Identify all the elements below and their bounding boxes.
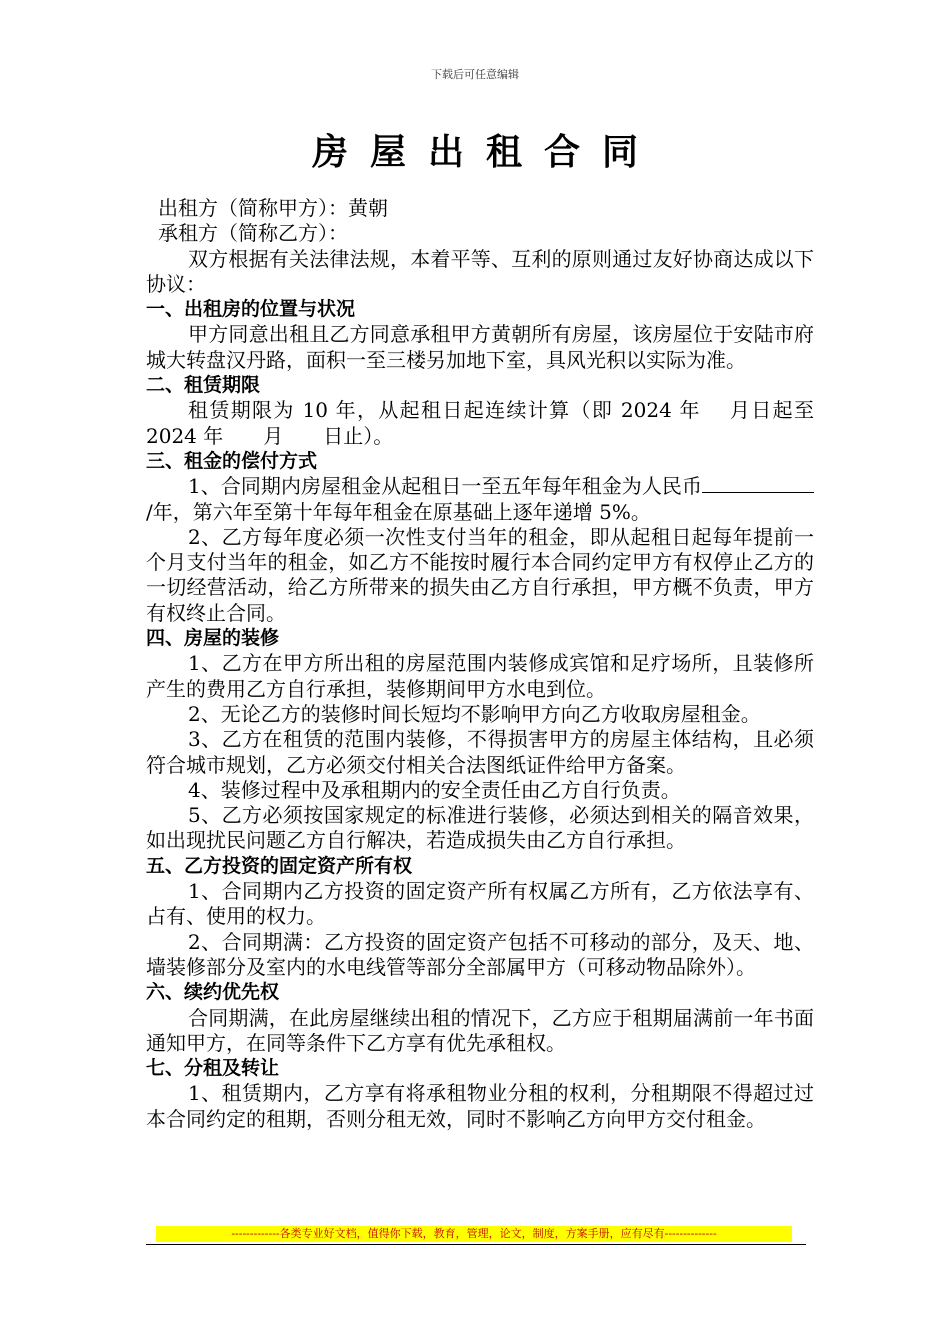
- document-body: [146, 196, 814, 1132]
- section-2-paragraph-1: 租赁期限为 10 年，从起租日起连续计算（即 2024 年 月日起至 2024 年 月 日止）。: [146, 398, 814, 448]
- section-5-paragraph-2: 2、合同期满：乙方投资的固定资产包括不可移动的部分，及天、地、墙装修部分及室内的水电线管等部分全部属甲方（可移动物品除外）。: [146, 929, 814, 979]
- section-heading-5: 五、乙方投资的固定资产所有权: [146, 854, 413, 877]
- section-3-paragraph-2: 2、乙方每年度必须一次性支付当年的租金，即从起租日起每年提前一个月支付当年的租金，如乙方不能按时履行本合同约定甲方有权停止乙方的一切经营活动，给乙方所带来的损失由乙方自行承担，甲方概不负责，甲方有权终止合同。: [146, 524, 814, 625]
- section-7-paragraph-1: 1、租赁期内，乙方享有将承租物业分租的权利，分租期限不得超过过本合同约定的租期，否则分租无效，同时不影响乙方向甲方交付租金。: [146, 1081, 814, 1131]
- section-heading-4: 四、房屋的装修: [146, 627, 280, 650]
- footer-divider: [146, 1244, 806, 1245]
- section-4-paragraph-2: 2、无论乙方的装修时间长短均不影响甲方向乙方收取房屋租金。: [188, 701, 761, 726]
- rent-amount-blank: [702, 474, 814, 493]
- section-1-paragraph-1: 甲方同意出租且乙方同意承租甲方黄朝所有房屋，该房屋位于安陆市府城大转盘汉丹路，面积一至三楼另加地下室，具风光积以实际为准。: [146, 322, 814, 372]
- section-heading-2: 二、租赁期限: [146, 374, 261, 397]
- section-4-paragraph-5: 5、乙方必须按国家规定的标准进行装修，必须达到相关的隔音效果，如出现扰民问题乙方自行解决，若造成损失由乙方自行承担。: [146, 803, 814, 853]
- footer-banner: -------------各类专业好文档，值得你下载，教育，管理，论文，制度，方案手册，应有尽有--------------: [156, 1226, 792, 1242]
- section-heading-3: 三、租金的偿付方式: [146, 449, 318, 472]
- document-title: 房屋出租合同: [311, 131, 660, 173]
- rent-clause-end: /年，第六年至第十年每年租金在原基础上逐年递增 5%。: [146, 499, 651, 524]
- section-6-paragraph-1: 合同期满，在此房屋继续出租的情况下，乙方应于租期届满前一年书面通知甲方，在同等条件下乙方享有优先承租权。: [146, 1005, 814, 1055]
- section-5-paragraph-1: 1、合同期内乙方投资的固定资产所有权属乙方所有，乙方依法享有、占有、使用的权力。: [146, 879, 814, 929]
- section-heading-6: 六、续约优先权: [146, 981, 280, 1004]
- section-4-paragraph-1: 1、乙方在甲方所出租的房屋范围内装修成宾馆和足疗场所，且装修所产生的费用乙方自行承担，装修期间甲方水电到位。: [146, 651, 814, 701]
- rent-clause-start: 1、合同期内房屋租金从起租日一至五年每年租金为人民币: [188, 474, 702, 499]
- lessee-line: 承租方（简称乙方）：: [158, 221, 348, 246]
- section-3-paragraph-1: [146, 474, 814, 525]
- header-note: 下载后可任意编辑: [431, 68, 519, 81]
- section-4-paragraph-3: 3、乙方在租赁的范围内装修，不得损害甲方的房屋主体结构，且必须符合城市规划，乙方必须交付相关合法图纸证件给甲方备案。: [146, 727, 814, 777]
- intro-paragraph: 双方根据有关法律法规，本着平等、互利的原则通过友好协商达成以下协议：: [146, 246, 814, 296]
- section-4-paragraph-4: 4、装修过程中及承租期内的安全责任由乙方自行负责。: [188, 777, 681, 802]
- lessor-line: 出租方（简称甲方）：黄朝: [158, 196, 388, 220]
- section-heading-1: 一、出租房的位置与状况: [146, 298, 356, 321]
- section-heading-7: 七、分租及转让: [146, 1057, 280, 1080]
